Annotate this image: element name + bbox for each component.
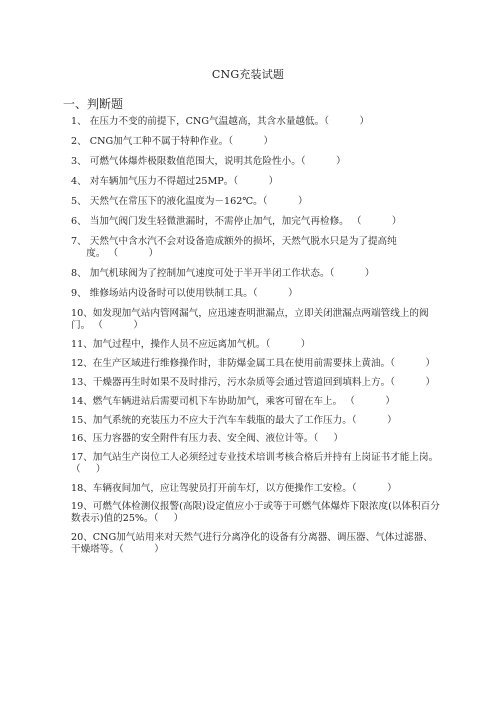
question-item: 12、在生产区域进行维修操作时，非防爆金属工具在使用前需要抹上黄油。（ ）: [71, 358, 436, 369]
question-item: 11、加气过程中，操作人员不应远离加气机。（ ）: [71, 339, 311, 350]
question-item: 6、 当加气阀门发生轻微泄漏时，不需停止加气，加完气再检修。 （ ）: [71, 216, 402, 227]
question-item: 3、 可燃气体爆炸极限数值范围大，说明其危险性小。（ ）: [71, 156, 346, 167]
question-item: 20、CNG加气站用来对天然气进行分离净化的设备有分离器、调压器、气体过滤器、干燥塔等。（ ）: [71, 532, 433, 555]
question-list: [71, 116, 441, 563]
question-item: 7、 天然气中含水汽不会对设备造成额外的损坏，天然气脱水只是为了提高纯 度。 （ ）: [71, 236, 397, 259]
question-item: 17、加气站生产岗位工人必须经过专业技术培训考核合格后并持有上岗证书才能上岗。（ ）: [71, 452, 439, 475]
question-item: 2、 CNG加气工种不属于特种作业。（ ）: [71, 136, 274, 147]
question-item: 10、如发现加气站内管网漏气，应迅速查明泄漏点，立即关闭泄漏点两端管线上的阀门。 （ ）: [71, 308, 429, 331]
page-title: CNG充装试题: [211, 68, 285, 81]
question-item: 16、压力容器的安全附件有压力表、安全阀、液位计等。（ ）: [71, 433, 344, 444]
question-item: 5、 天然气在常压下的液化温度为－162℃。（ ）: [71, 196, 308, 207]
question-item: 18、车辆夜间加气，应让驾驶员打开前车灯，以方便操作工安检。（ ）: [71, 483, 397, 494]
question-item: 14、燃气车辆进站后需要司机下车协助加气，乘客可留在车上。 （ ）: [71, 396, 395, 407]
question-item: 1、 在压力不变的前提下，CNG气温越高，其含水量越低。（ ）: [71, 116, 370, 127]
question-item: 19、可燃气体检测仪报警(高限)设定值应小于或等于可燃气体爆炸下限浓度(以体积百分数表示)值的25%。（ ）: [71, 501, 440, 524]
section-heading: 一、判断题: [63, 97, 124, 111]
question-item: 4、 对车辆加气压力不得超过25MP。（ ）: [71, 176, 279, 187]
question-item: 8、 加气机球阀为了控制加气速度可处于半开半闭工作状态。（ ）: [71, 268, 375, 279]
question-item: 13、干燥器再生时如果不及时排污，污水杂质等会通过管道回到填料上方。（ ）: [71, 377, 436, 388]
question-item: 9、 维修场站内设备时可以使用铁制工具。（ ）: [71, 288, 298, 299]
question-item: 15、加气系统的充装压力不应大于汽车车载瓶的最大了工作压力。（ ）: [71, 415, 397, 426]
